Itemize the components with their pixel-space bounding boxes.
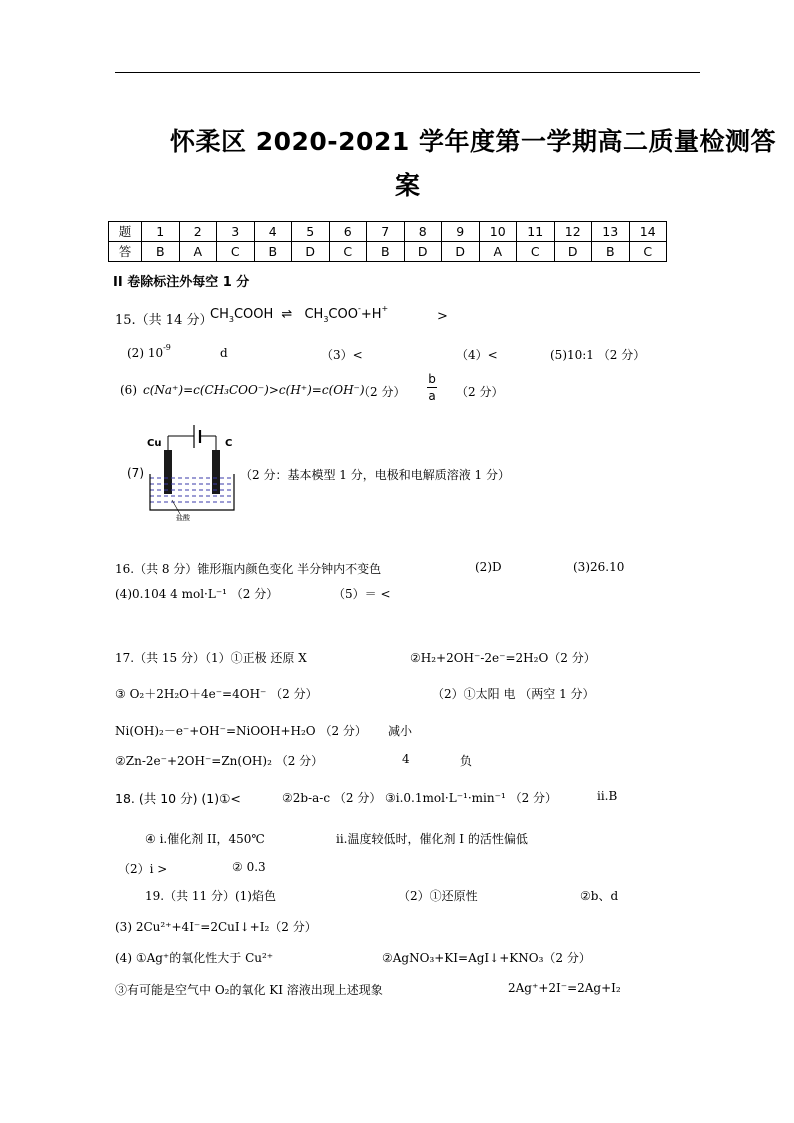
question-number: 2 bbox=[179, 222, 217, 242]
q16-part4: (4)0.104 4 mol·L⁻¹ （2 分） bbox=[115, 587, 279, 601]
page-title-line2: 案 bbox=[395, 171, 421, 200]
question-number: 12 bbox=[554, 222, 592, 242]
answer-cell: D bbox=[442, 242, 480, 262]
q17-reaction: Ni(OH)₂－e⁻+OH⁻=NiOOH+H₂O （2 分） bbox=[115, 724, 367, 738]
table-row-header: 答 bbox=[109, 242, 142, 262]
question-number: 11 bbox=[517, 222, 555, 242]
q17-part2-1: （2）①太阳 电 （两空 1 分） bbox=[432, 687, 595, 701]
answer-cell: B bbox=[254, 242, 292, 262]
q15-part2 bbox=[127, 343, 171, 360]
q16-part3: (3)26.10 bbox=[573, 560, 625, 574]
q15-part6-points: （2 分） bbox=[358, 385, 406, 399]
q15-part6-points-2: （2 分） bbox=[456, 385, 504, 399]
q15-gt: > bbox=[437, 309, 448, 324]
q18-part2-2: ② 0.3 bbox=[232, 860, 266, 874]
question-number: 3 bbox=[217, 222, 255, 242]
answer-table-answer-row bbox=[109, 242, 667, 262]
q18-line1: 18. (共 10 分) (1)①< bbox=[115, 791, 241, 806]
cell-left-electrode-label: Cu bbox=[147, 438, 162, 449]
q15-acid-rest: COOH bbox=[233, 307, 274, 322]
q19-part4-2: ②AgNO₃+KI=AgI↓+KNO₃（2 分） bbox=[382, 951, 591, 965]
answer-cell: C bbox=[217, 242, 255, 262]
fraction-denominator: a bbox=[428, 389, 436, 403]
q15-ion: CH bbox=[304, 307, 324, 322]
answer-cell: D bbox=[292, 242, 330, 262]
q15-proton: +H bbox=[360, 307, 382, 322]
answer-cell: D bbox=[554, 242, 592, 262]
q15-part7-lead: (7) bbox=[127, 466, 144, 480]
q18-part1-4-ii: ⅱ.温度较低时，催化剂 I 的活性偏低 bbox=[336, 832, 528, 846]
q15-fraction bbox=[427, 373, 437, 402]
answer-cell: B bbox=[142, 242, 180, 262]
question-number: 14 bbox=[629, 222, 667, 242]
q17-part2-2: ②Zn-2e⁻+2OH⁻=Zn(OH)₂ （2 分） bbox=[115, 754, 324, 768]
answer-cell: C bbox=[329, 242, 367, 262]
q17-line1: 17.（共 15 分）（1）①正极 还原 X bbox=[115, 651, 307, 665]
q17-decrease: 减小 bbox=[388, 724, 413, 738]
q19-part2-2: ②b、d bbox=[580, 889, 619, 903]
q17-part1-2: ②H₂+2OH⁻-2e⁻=2H₂O（2 分） bbox=[410, 651, 596, 665]
q19-part3: (3) 2Cu²⁺+4I⁻=2CuI↓+I₂（2 分） bbox=[115, 920, 317, 934]
q18-part2-1: （2）ⅰ > bbox=[118, 862, 168, 876]
q15-part6-lead: (6) bbox=[120, 383, 137, 397]
question-number: 8 bbox=[404, 222, 442, 242]
fraction-numerator: b bbox=[428, 372, 436, 386]
answer-cell: A bbox=[179, 242, 217, 262]
answer-cell: C bbox=[629, 242, 667, 262]
page-title-line1: 怀柔区 2020-2021 学年度第一学期高二质量检测答 bbox=[170, 127, 776, 156]
question-number: 5 bbox=[292, 222, 330, 242]
q19-part2-1: （2）①还原性 bbox=[398, 889, 478, 903]
electrolytic-cell-diagram bbox=[140, 418, 240, 522]
q19-part4-4: 2Ag⁺+2I⁻=2Ag+I₂ bbox=[508, 981, 621, 995]
q15-part4: （4）< bbox=[456, 348, 498, 362]
q18-part1-2: ②2b-a-c （2 分） bbox=[282, 791, 382, 805]
section-note: II 卷除标注外每空 1 分 bbox=[113, 275, 250, 290]
q16-line1: 16.（共 8 分）锥形瓶内颜色变化 半分钟内不变色 bbox=[115, 562, 382, 576]
q19-part4-3: ③有可能是空气中 O₂的氧化 KI 溶液出现上述现象 bbox=[115, 983, 383, 997]
question-number: 6 bbox=[329, 222, 367, 242]
question-number: 1 bbox=[142, 222, 180, 242]
table-row-header: 题 bbox=[109, 222, 142, 242]
q15-part2-value: (2) 10 bbox=[127, 346, 164, 360]
answer-cell: B bbox=[367, 242, 405, 262]
top-rule bbox=[115, 72, 700, 73]
q18-part1-4: ④ ⅰ.催化剂 II，450℃ bbox=[145, 832, 265, 846]
answer-table bbox=[108, 221, 667, 262]
q15-ion-rest: COO bbox=[328, 307, 358, 322]
q15-part3: （3）< bbox=[321, 348, 363, 362]
q16-part2: (2)D bbox=[475, 560, 502, 574]
question-number: 9 bbox=[442, 222, 480, 242]
cell-electrolyte-label: 盐酸 bbox=[176, 514, 190, 522]
q15-part5: (5)10:1 （2 分） bbox=[550, 348, 646, 362]
q16-part5: （5）＝ < bbox=[333, 587, 391, 601]
q15-acid: CH bbox=[210, 307, 229, 322]
fraction-bar bbox=[427, 387, 437, 388]
q18-part1-3-ii: ⅱ.B bbox=[597, 789, 618, 803]
q18-part1-3: ③ⅰ.0.1mol·L⁻¹·min⁻¹ （2 分） bbox=[385, 791, 558, 805]
answer-cell: B bbox=[592, 242, 630, 262]
q17-part2-3: 4 bbox=[402, 752, 410, 766]
cell-right-electrode-label: C bbox=[225, 438, 233, 449]
q19-part4-1: (4) ①Ag⁺的氧化性大于 Cu²⁺ bbox=[115, 951, 274, 965]
q15-part2-exp: -9 bbox=[163, 343, 171, 352]
q17-part1-3: ③ O₂＋2H₂O＋4e⁻=4OH⁻ （2 分） bbox=[115, 687, 318, 701]
q15-part6-relation: c(Na⁺)=c(CH₃COO⁻)>c(H⁺)=c(OH⁻) bbox=[143, 383, 365, 397]
q15-equation: $CH_3COOH$ ⇌ $CH_3COO^-+H^+$ bbox=[210, 304, 389, 324]
question-number: 7 bbox=[367, 222, 405, 242]
q19-line1: 19.（共 11 分）(1)焰色 bbox=[145, 889, 276, 903]
q15-part7-note: （2 分：基本模型 1 分，电极和电解质溶液 1 分） bbox=[240, 468, 510, 482]
answer-table-number-row bbox=[109, 222, 667, 242]
question-number: 10 bbox=[479, 222, 517, 242]
equilibrium-arrow-icon: ⇌ bbox=[281, 307, 293, 322]
question-number: 4 bbox=[254, 222, 292, 242]
q15-part2-d: d bbox=[220, 346, 228, 360]
answer-cell: A bbox=[479, 242, 517, 262]
q17-part2-4: 负 bbox=[460, 754, 473, 768]
question-number: 13 bbox=[592, 222, 630, 242]
answer-cell: C bbox=[517, 242, 555, 262]
answer-cell: D bbox=[404, 242, 442, 262]
q15-lead: 15.（共 14 分） bbox=[115, 313, 213, 328]
